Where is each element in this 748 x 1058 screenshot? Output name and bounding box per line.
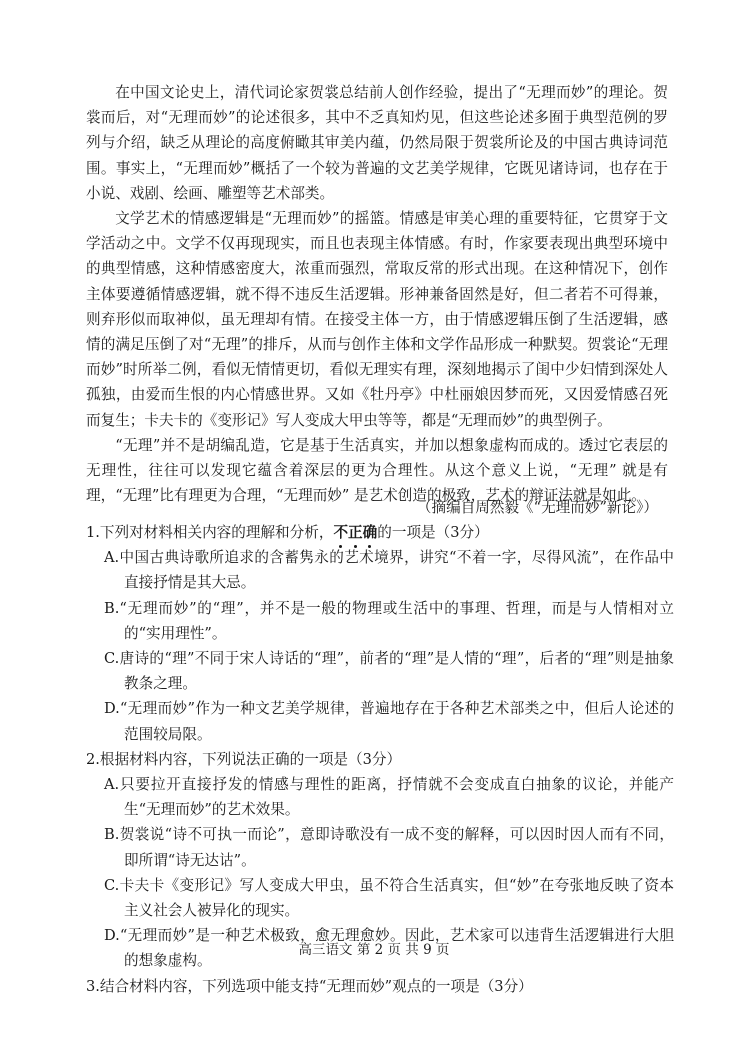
- question-list: [86, 520, 674, 999]
- question-stem-text: 1.下列对材料相关内容的理解和分析，: [86, 524, 334, 541]
- emphasis-char-2: 正: [348, 520, 363, 545]
- question-stem-text: 的一项是（3分）: [377, 524, 489, 541]
- question-stem: 3.结合材料内容，下列选项中能支持“无理而妙”观点的一项是（3分）: [86, 977, 533, 995]
- option-a: A.中国古典诗歌所追求的含蓄隽永的艺术境界，讲究“不着一字，尽得风流”，在作品中直接抒情是其大忌。: [104, 549, 674, 592]
- option-b: B.“无理而妙”的“理”，并不是一般的物理或生活中的事理、哲理，而是与人情相对立的“实用理性”。: [104, 599, 674, 642]
- passage-paragraph-2: 文学艺术的情感逻辑是“无理而妙”的摇篮。情感是审美心理的重要特征，它贯穿于文学活动之中。文学不仅再现现实，而且也表现主体情感。有时，作家要表现出典型环境中的典型情感，这种情感密度大，浓重而强烈，常取反常的形式出现。在这种情况下，创作主体要遵循情感逻辑，就不得不违反生活逻辑。形神兼备固然是好，但二者若不可得兼，则弃形似而取神似，虽无理却有情。在接受主体一方，由于情感逻辑压倒了生活逻辑，感情的满足压倒了对“无理”的排斥，从而与创作主体和文学作品形成一种默契。贺裳论“无理而妙”时所举二例，看似无情情更切，看似无理实有理，深刻地揭示了闺中少妇情到深处人孤独，由爱而生恨的内心情感世界。又如《牡丹亭》中杜丽娘因梦而死，又因爱情感召死而复生；卡夫卡的《变形记》写人变成大甲虫等等，都是“无理而妙”的典型例子。: [86, 210, 668, 429]
- passage-source: （摘编自周然毅《“无理而妙”新论》）: [416, 499, 658, 516]
- question-stem: [86, 520, 674, 545]
- question-1: [86, 520, 674, 747]
- emphasis-char-1: 不: [333, 520, 348, 545]
- option-d: D.“无理而妙”是一种艺术极致，愈无理愈妙。因此，艺术家可以违背生活逻辑进行大胆的想象虚构。: [104, 927, 674, 970]
- option-b: B.贺裳说“诗不可执一而论”，意即诗歌没有一成不变的解释，可以因时因人而有不同，即所谓“诗无达诂”。: [104, 826, 674, 869]
- option-d: D.“无理而妙”作为一种文艺美学规律，普遍地存在于各种艺术部类之中，但后人论述的范围较局限。: [104, 700, 674, 743]
- passage-paragraph-3: “无理”并不是胡编乱造，它是基于生活真实，并加以想象虚构而成的。透过它表层的无理性，往往可以发现它蕴含着深层的更为合理性。从这个意义上说，“无理” 就是有理，“无理”比有理更为合理，“无理而妙” 是艺术创造的极致，艺术的辩证法就是如此。: [86, 436, 668, 505]
- option-c: C.唐诗的“理”不同于宋人诗话的“理”，前者的“理”是人情的“理”，后者的“理”则是抽象教条之理。: [104, 650, 674, 693]
- option-a: A.只要拉开直接抒发的情感与理性的距离，抒情就不会变成直白抽象的议论，并能产生“无理而妙”的艺术效果。: [104, 776, 674, 819]
- emphasis-word: [333, 524, 377, 541]
- emphasis-char-3: 确: [363, 520, 378, 545]
- page-footer: 高三语文 第 2 页 共 9 页: [298, 942, 450, 958]
- passage-paragraph-1: 在中国文论史上，清代词论家贺裳总结前人创作经验，提出了“无理而妙”的理论。贺裳而后，对“无理而妙”的论述很多，其中不乏真知灼见，但这些论述多囿于典型范例的罗列与介绍，缺乏从理论的高度俯瞰其审美内蕴，仍然局限于贺裳所论及的中国古典诗词范围。事实上，“无理而妙”概括了一个较为普遍的文艺美学规律，它既见诸诗词，也存在于小说、戏剧、绘画、雕塑等艺术部类。: [86, 84, 668, 202]
- option-c: C.卡夫卡《变形记》写人变成大甲虫，虽不符合生活真实，但“妙”在夸张地反映了资本主义社会人被异化的现实。: [104, 876, 674, 920]
- question-stem: 2.根据材料内容，下列说法正确的一项是（3分）: [86, 750, 402, 768]
- question-3: [86, 974, 674, 999]
- reading-passage: [86, 80, 668, 508]
